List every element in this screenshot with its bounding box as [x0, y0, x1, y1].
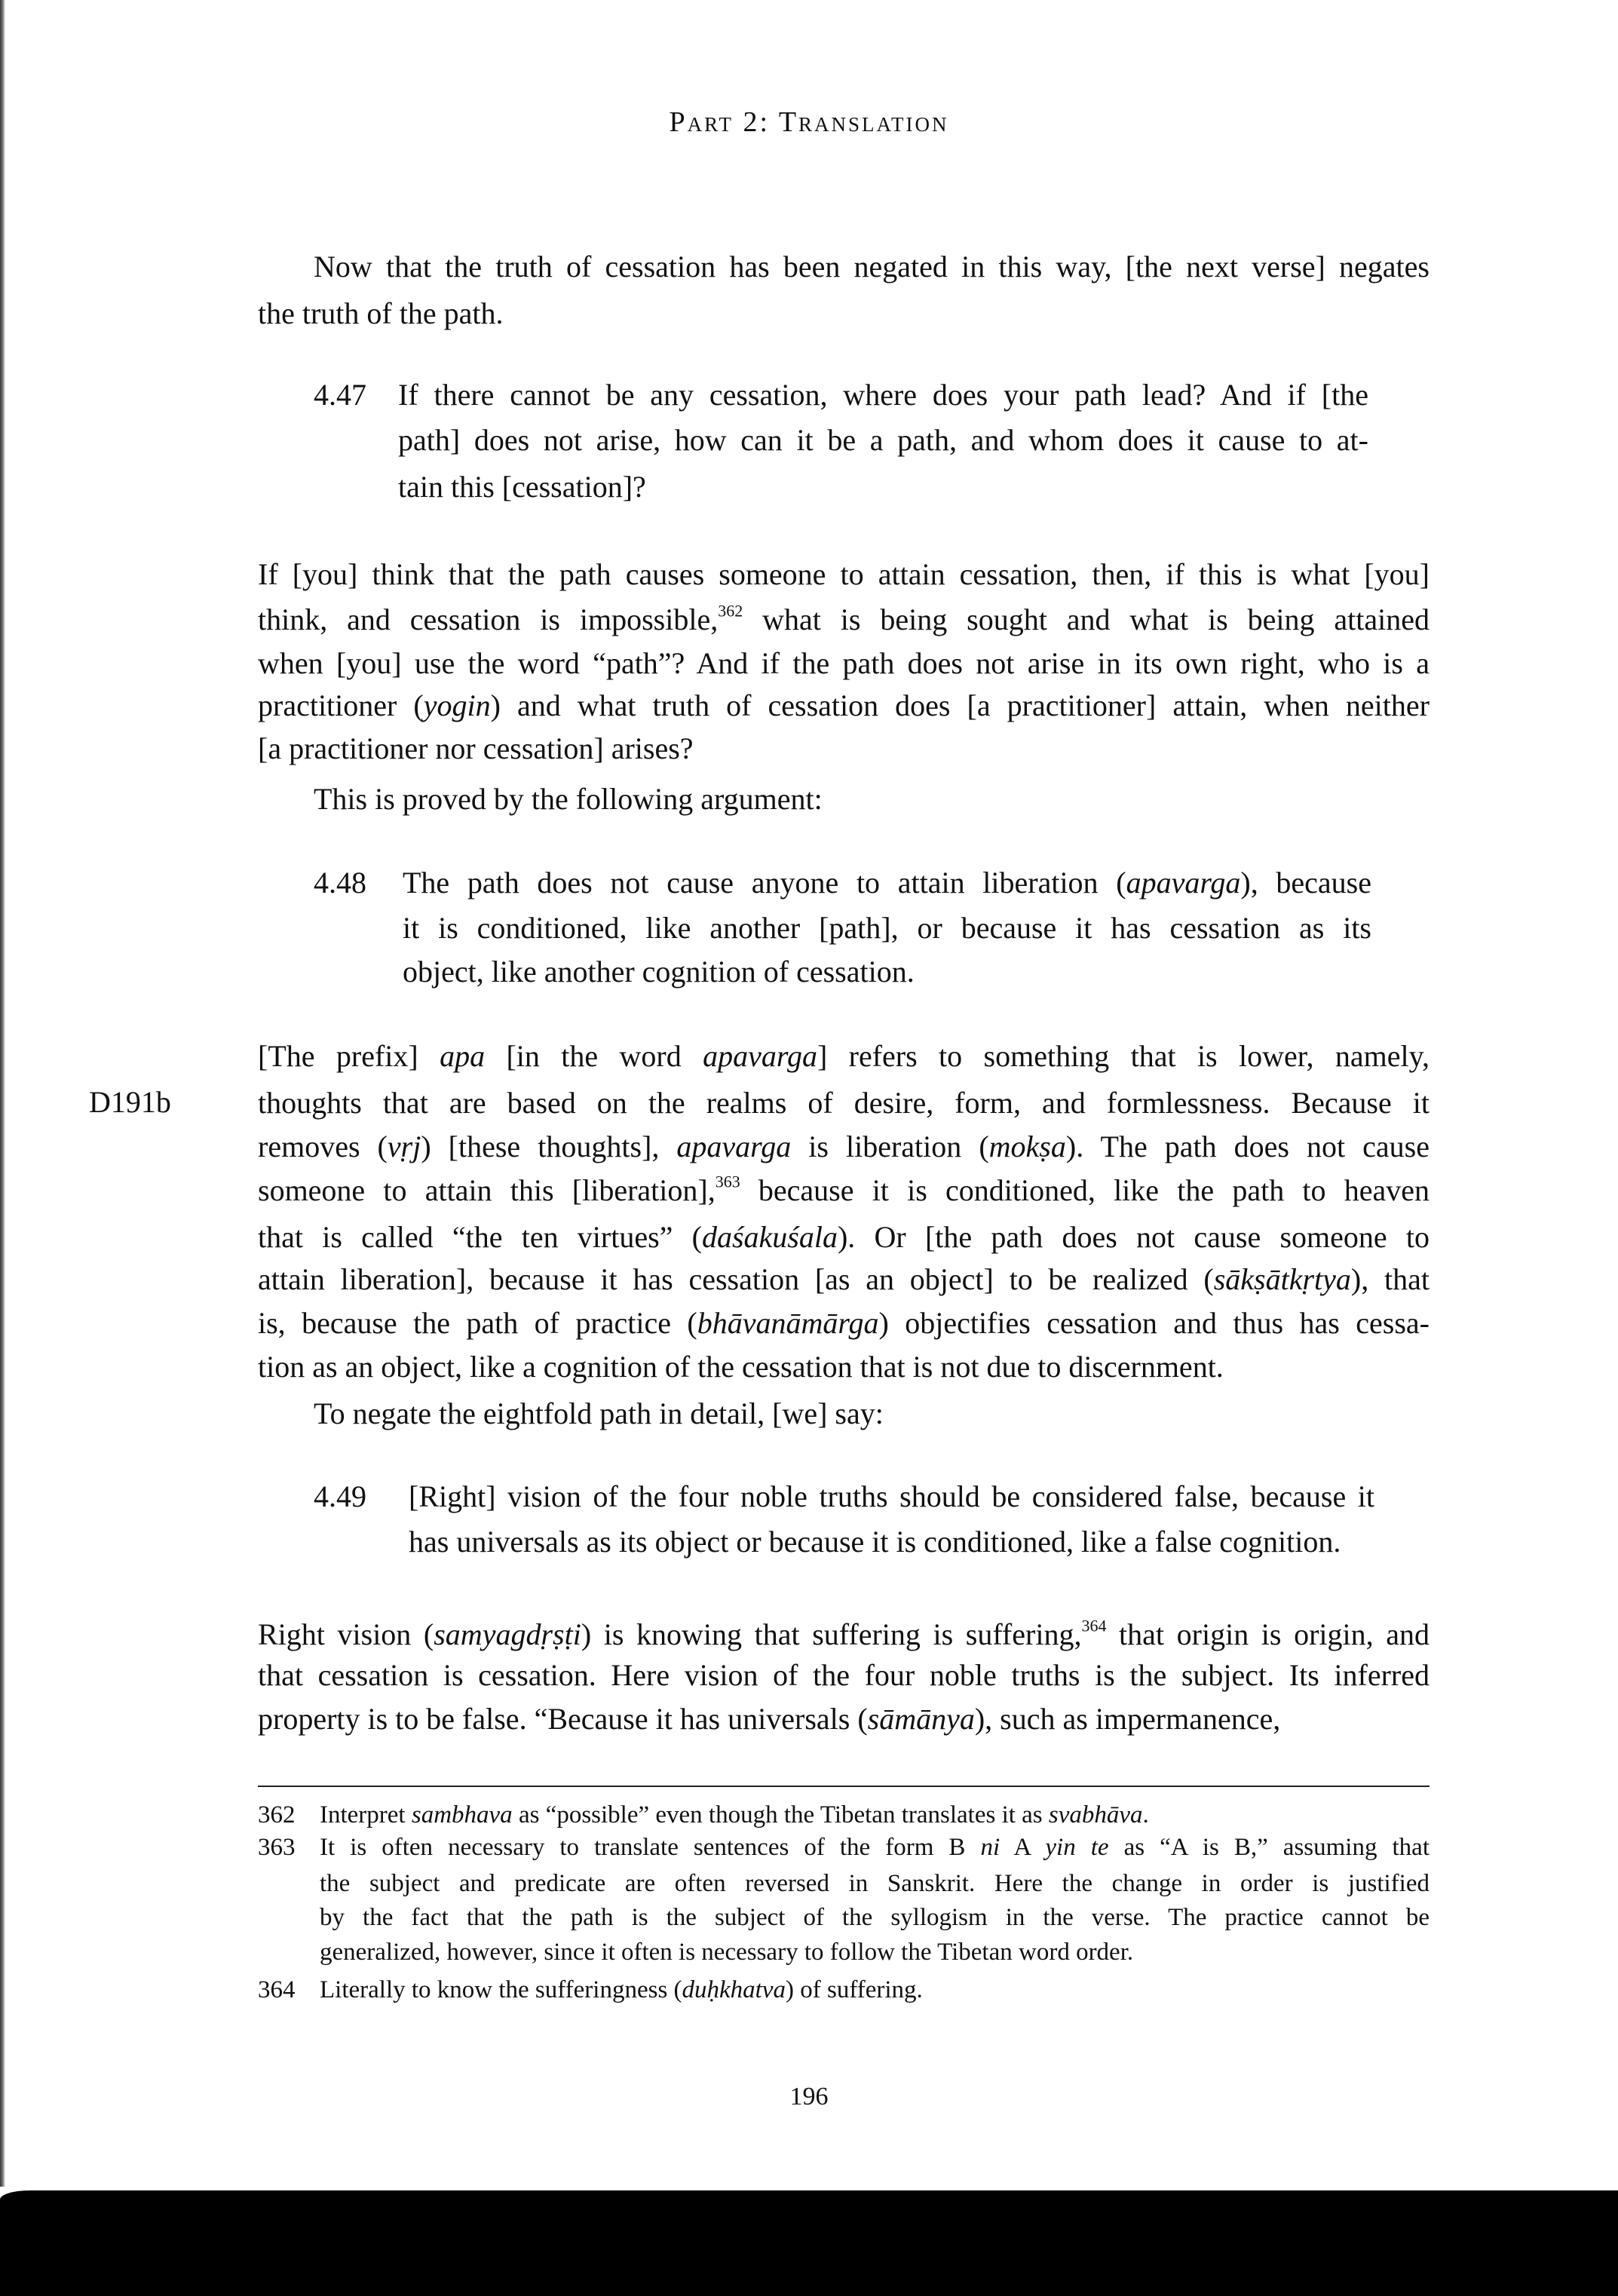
paragraph-line [314, 777, 1430, 822]
page-edge-shadow [0, 0, 5, 2187]
text-run: think, and cessation is impossible, [258, 602, 719, 636]
text-run: when [you] use the word “path”? And if the path does not arise in its own right, who is a [258, 646, 1430, 680]
text-run: If there cannot be any cessation, where does your path lead? And if [the [398, 378, 1368, 412]
italic-term: mokṣa [988, 1130, 1066, 1163]
text-run: ) objectifies cessation and thus has cessa- [878, 1306, 1430, 1340]
italic-term: sambhava [411, 1801, 513, 1829]
text-run: that is called “the ten virtues” ( [258, 1220, 702, 1254]
text-run: as “possible” even though the Tibetan translates it as [512, 1801, 1049, 1829]
text-run: tion as an object, like a cognition of the cessation that is not due to discernment. [258, 1350, 1224, 1384]
paragraph-line [258, 1034, 1430, 1079]
footnote-line [320, 1830, 1430, 1865]
text-run: that cessation is cessation. Here vision of the four noble truths is the subject. Its inferred [258, 1658, 1430, 1692]
text-run: someone to attain this [liberation], [258, 1173, 716, 1207]
italic-term: daśakuśala [701, 1220, 838, 1254]
paragraph-line [258, 291, 1430, 336]
text-run: attain liberation], because it has cessation [as an object] to be realized ( [258, 1262, 1214, 1296]
text-run: by the fact that the path is the subject of the syllogism in the verse. The practice cannot be [320, 1904, 1430, 1931]
italic-term: ni [980, 1834, 1001, 1861]
text-run: path] does not arise, how can it be a path, and whom does it cause to at- [398, 423, 1368, 457]
text-run: ) of suffering. [786, 1976, 923, 2003]
footnote-ref: 364 [1081, 1616, 1107, 1635]
footnote-line [320, 1973, 1430, 2007]
running-header: Part 2: Translation [669, 106, 949, 138]
footnote-line [320, 1900, 1430, 1935]
paragraph-line [258, 597, 1430, 642]
italic-term: apavarga [1126, 866, 1241, 900]
text-run: as “A is B,” assuming that [1108, 1834, 1430, 1861]
text-run: . [1142, 1801, 1149, 1829]
verse-line [409, 1474, 1374, 1519]
text-run: it is conditioned, like another [path], or because it has cessation as its [403, 911, 1371, 945]
text-run: ), such as impermanence, [974, 1702, 1281, 1736]
italic-term: yin te [1045, 1834, 1109, 1861]
verse-number: 4.48 [314, 866, 366, 900]
margin-reference: D191b [89, 1085, 171, 1119]
paragraph-line [258, 552, 1430, 597]
italic-term: apavarga [676, 1130, 792, 1163]
text-run: The path does not cause anyone to attain liberation ( [403, 866, 1126, 900]
italic-term: yogin [423, 688, 491, 722]
text-run: [The prefix] [258, 1039, 440, 1073]
text-run: ), that [1350, 1262, 1430, 1296]
page-number: 196 [789, 2083, 829, 2111]
verse-line [398, 372, 1368, 418]
text-run: removes ( [258, 1130, 388, 1163]
italic-term: bhāvanāmārga [697, 1306, 879, 1340]
paragraph-line [258, 1081, 1430, 1126]
paragraph-line [258, 641, 1430, 686]
paragraph-line [258, 1344, 1430, 1390]
text-run: A [1000, 1834, 1046, 1861]
paragraph-line [258, 1215, 1430, 1260]
italic-term: apavarga [703, 1039, 817, 1073]
footnote-number: 363 [258, 1834, 296, 1861]
italic-term: apa [440, 1039, 486, 1073]
italic-term: duḥkhatva [682, 1976, 786, 2003]
footnote-line [320, 1866, 1430, 1901]
paragraph-line [258, 726, 1430, 771]
text-run: Interpret [320, 1801, 412, 1829]
paragraph-line [258, 1257, 1430, 1302]
verse-line [398, 464, 1368, 510]
text-run: Right vision ( [258, 1617, 434, 1651]
verse-line [403, 949, 1371, 995]
text-run: the subject and predicate are often reversed in Sanskrit. Here the change in order is justified [320, 1870, 1430, 1897]
text-run: practitioner ( [258, 688, 424, 722]
paragraph-line [314, 244, 1430, 290]
footnote-ref: 362 [718, 601, 743, 621]
paragraph-line [258, 1168, 1430, 1213]
verse-line [403, 906, 1371, 951]
text-run: object, like another cognition of cessation. [403, 955, 915, 989]
text-run: that origin is origin, and [1106, 1617, 1430, 1651]
text-run: generalized, however, since it often is necessary to follow the Tibetan word order. [320, 1939, 1134, 1966]
verse-line [409, 1519, 1374, 1565]
verse-line [403, 860, 1371, 906]
text-run: ). Or [the path does not cause someone to [837, 1220, 1430, 1254]
footnote-line [320, 1935, 1430, 1970]
text-run: property is to be false. “Because it has universals ( [258, 1702, 868, 1736]
text-run: what is being sought and what is being attained [743, 602, 1430, 636]
text-run: is liberation ( [791, 1130, 989, 1163]
verse-number: 4.49 [314, 1479, 366, 1513]
text-run: because it is conditioned, like the path to heaven [740, 1173, 1430, 1207]
text-run: It is often necessary to translate sentences of the form B [320, 1834, 981, 1861]
verse-line [398, 418, 1368, 463]
footnote-line [320, 1798, 1430, 1832]
text-run: [a practitioner nor cessation] arises? [258, 731, 694, 765]
text-run: Literally to know the sufferingness ( [320, 1976, 682, 2003]
footnote-number: 364 [258, 1976, 296, 2003]
text-run: has universals as its object or because it is conditioned, like a false cognition. [409, 1525, 1341, 1559]
italic-term: sāmānya [867, 1702, 975, 1736]
paragraph-line [258, 1653, 1430, 1698]
verse-number: 4.47 [314, 378, 366, 412]
text-run: ) [these thoughts], [421, 1130, 677, 1163]
text-run: To negate the eightfold path in detail, [we] say: [314, 1396, 884, 1430]
text-run: ). The path does not cause [1065, 1130, 1430, 1163]
italic-term: samyagdṛṣṭi [434, 1617, 581, 1651]
text-run: ] refers to something that is lower, namely, [817, 1039, 1430, 1073]
paragraph-line [258, 1124, 1430, 1169]
paragraph-line [314, 1391, 1430, 1436]
footnote-number: 362 [258, 1801, 296, 1829]
paragraph-line [258, 1697, 1430, 1742]
paragraph-line [258, 683, 1430, 728]
text-run: thoughts that are based on the realms of desire, form, and formlessness. Because it [258, 1086, 1430, 1120]
italic-term: svabhāva [1048, 1801, 1143, 1829]
scan-border [0, 2190, 1618, 2296]
text-run: the truth of the path. [258, 296, 504, 330]
text-run: ) is knowing that suffering is suffering, [581, 1617, 1082, 1651]
paragraph-line [258, 1301, 1430, 1346]
text-run: [Right] vision of the four noble truths should be considered false, because it [409, 1479, 1374, 1513]
footnote-rule [258, 1786, 1430, 1787]
text-run: ) and what truth of cessation does [a practitioner] attain, when neither [490, 688, 1430, 722]
text-run: [in the word [485, 1039, 703, 1073]
paragraph-line [258, 1612, 1430, 1657]
text-run: Now that the truth of cessation has been negated in this way, [the next verse] negates [314, 250, 1430, 284]
italic-term: vṛj [387, 1130, 421, 1163]
footnote-ref: 363 [715, 1172, 740, 1191]
text-run: tain this [cessation]? [398, 470, 646, 504]
text-run: This is proved by the following argument: [314, 782, 823, 816]
text-run: ), because [1240, 866, 1371, 900]
text-run: If [you] think that the path causes someone to attain cessation, then, if this is what [you] [258, 557, 1430, 591]
text-run: is, because the path of practice ( [258, 1306, 697, 1340]
italic-term: sākṣātkṛtya [1213, 1262, 1351, 1296]
